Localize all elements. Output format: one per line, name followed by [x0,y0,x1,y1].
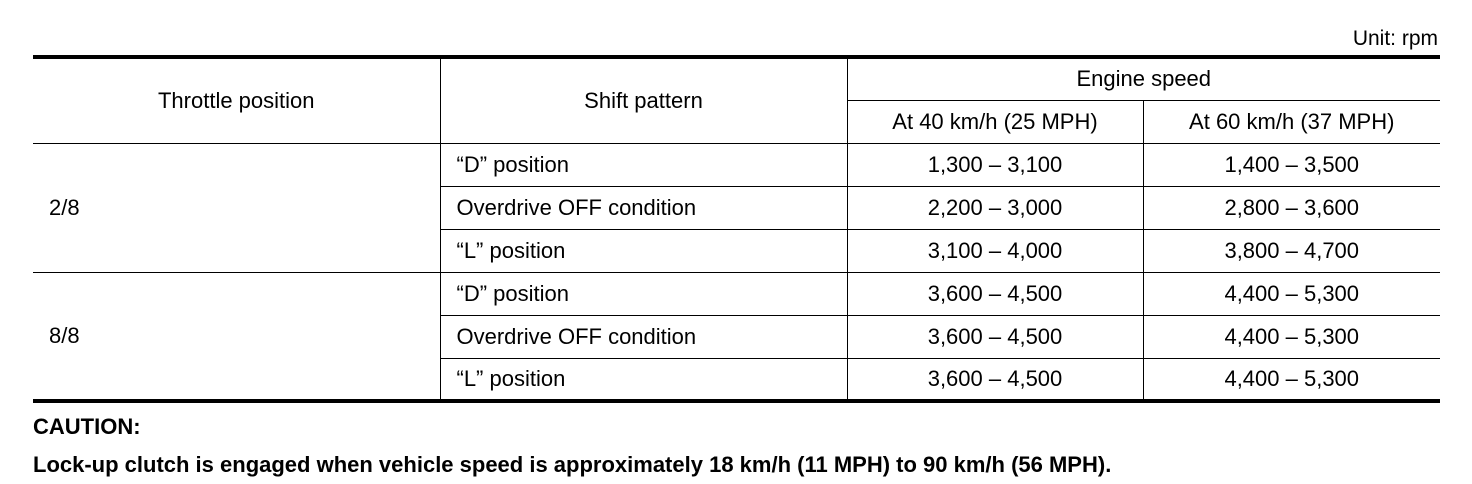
header-shift-pattern: Shift pattern [440,57,847,143]
throttle-cell: 2/8 [33,143,440,272]
shift-pattern-cell: “L” position [440,229,847,272]
speed-60-cell: 3,800 – 4,700 [1143,229,1440,272]
header-engine-speed: Engine speed [847,57,1440,100]
speed-60-cell: 1,400 – 3,500 [1143,143,1440,186]
header-throttle-position: Throttle position [33,57,440,143]
speed-40-cell: 3,600 – 4,500 [847,358,1143,401]
shift-pattern-cell: “L” position [440,358,847,401]
throttle-cell: 8/8 [33,272,440,401]
caution-title: CAUTION: [33,414,141,439]
shift-pattern-cell: “D” position [440,272,847,315]
speed-40-cell: 3,600 – 4,500 [847,315,1143,358]
speed-60-cell: 2,800 – 3,600 [1143,186,1440,229]
shift-pattern-cell: Overdrive OFF condition [440,186,847,229]
speed-40-cell: 1,300 – 3,100 [847,143,1143,186]
lockup-speed-table [33,55,1440,403]
speed-60-cell: 4,400 – 5,300 [1143,315,1440,358]
table-row [33,143,1440,186]
speed-40-cell: 3,600 – 4,500 [847,272,1143,315]
speed-40-cell: 2,200 – 3,000 [847,186,1143,229]
table-row [33,272,1440,315]
speed-60-cell: 4,400 – 5,300 [1143,272,1440,315]
shift-pattern-cell: “D” position [440,143,847,186]
unit-label: Unit: rpm [1352,27,1438,50]
shift-pattern-cell: Overdrive OFF condition [440,315,847,358]
header-at-60-kmh: At 60 km/h (37 MPH) [1143,100,1440,143]
header-at-40-kmh: At 40 km/h (25 MPH) [847,100,1143,143]
speed-40-cell: 3,100 – 4,000 [847,229,1143,272]
caution-text: Lock-up clutch is engaged when vehicle speed is approximately 18 km/h (11 MPH) to 90 km/h (56 MPH). [33,452,1112,477]
speed-60-cell: 4,400 – 5,300 [1143,358,1440,401]
